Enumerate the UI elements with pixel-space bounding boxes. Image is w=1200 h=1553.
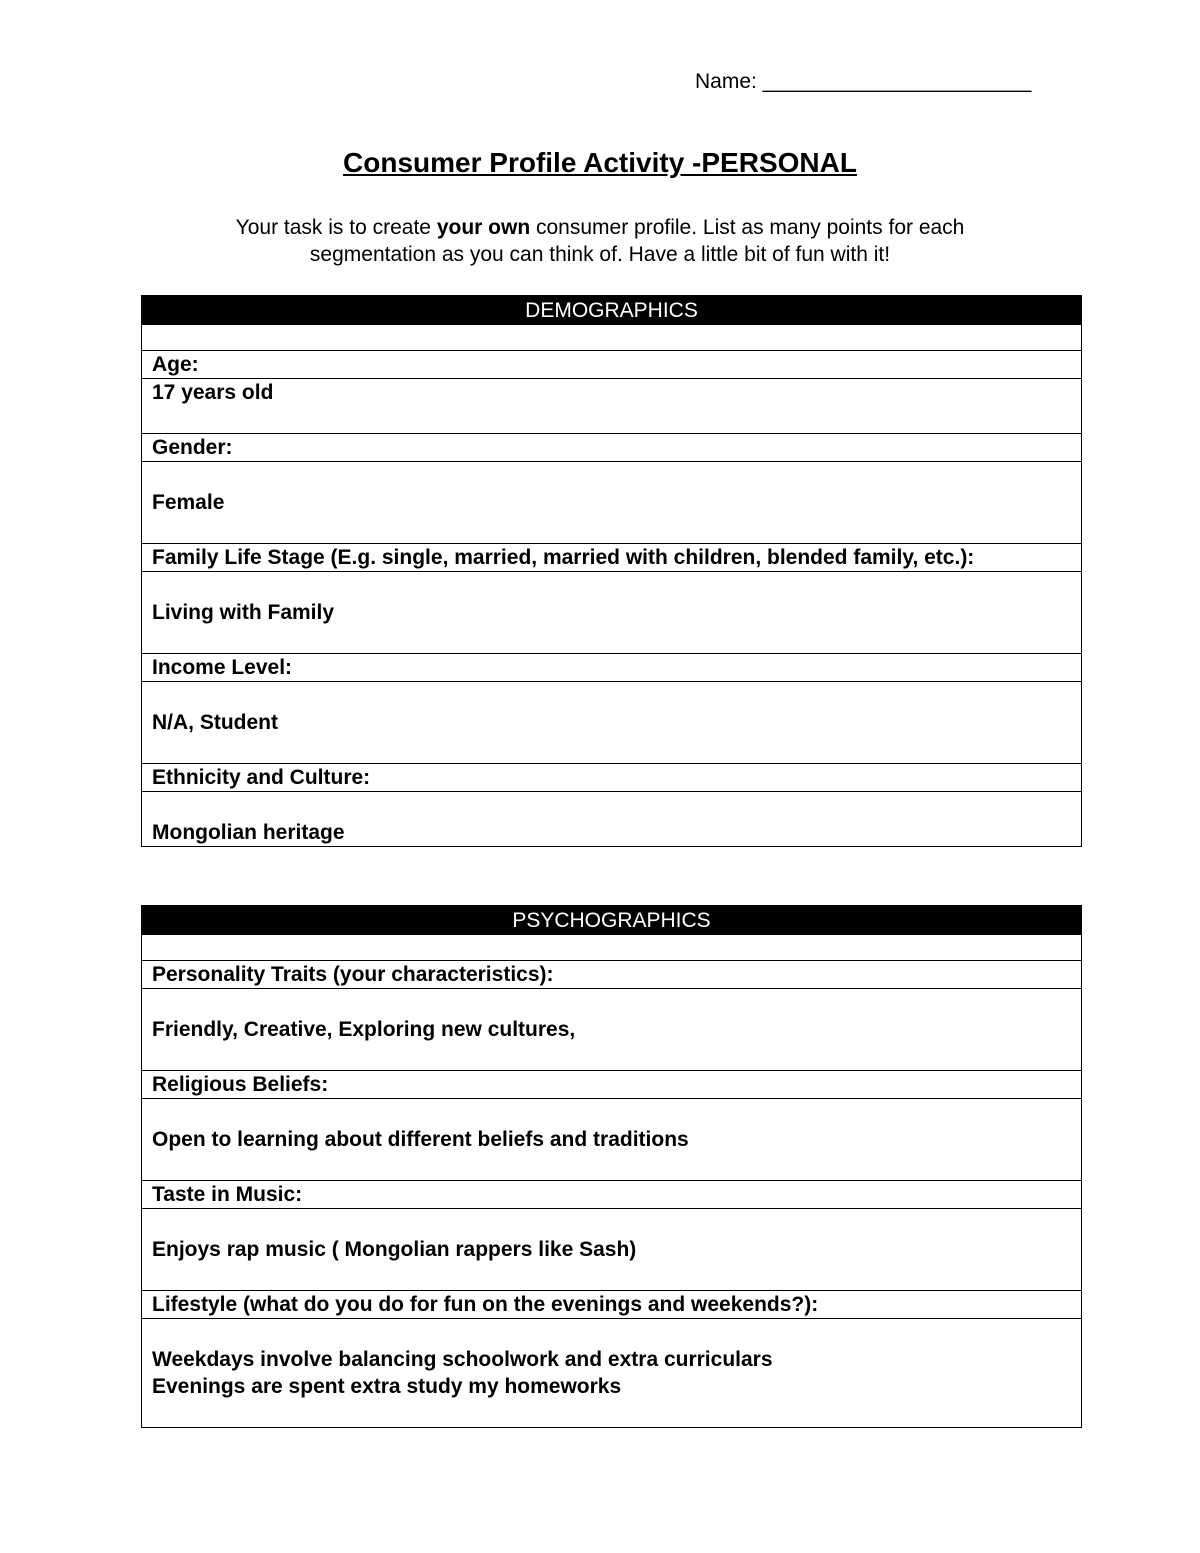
instructions	[150, 214, 1050, 268]
demographics-table	[141, 295, 1082, 847]
page-title: Consumer Profile Activity -PERSONAL	[343, 147, 857, 178]
taste-in-music-label: Taste in Music:	[142, 1181, 1082, 1209]
instructions-emphasis: your own	[436, 216, 531, 239]
income-level-answer[interactable]: N/A, Student	[142, 682, 1082, 764]
instructions-text-start: Your task is to create	[235, 216, 437, 239]
ethnicity-culture-label: Ethnicity and Culture:	[142, 764, 1082, 792]
family-life-stage-label: Family Life Stage (E.g. single, married, married with children, blended family, etc.):	[142, 544, 1082, 572]
ethnicity-culture-answer[interactable]: Mongolian heritage	[142, 792, 1082, 847]
age-label: Age:	[142, 351, 1082, 379]
gender-label: Gender:	[142, 434, 1082, 462]
gender-answer[interactable]: Female	[142, 462, 1082, 544]
personality-traits-answer[interactable]: Friendly, Creative, Exploring new cultures,	[142, 989, 1082, 1071]
demographics-heading: DEMOGRAPHICS	[142, 296, 1082, 325]
psychographics-heading: PSYCHOGRAPHICS	[142, 906, 1082, 935]
instructions-line-2: segmentation as you can think of. Have a little bit of fun with it!	[309, 243, 891, 266]
income-level-label: Income Level:	[142, 654, 1082, 682]
psychographics-table	[141, 905, 1082, 1428]
family-life-stage-answer[interactable]: Living with Family	[142, 572, 1082, 654]
instructions-text-end: consumer profile. List as many points for each	[530, 216, 965, 239]
spacer-row	[142, 325, 1082, 351]
spacer-row	[142, 935, 1082, 961]
religious-beliefs-label: Religious Beliefs:	[142, 1071, 1082, 1099]
name-field-label: Name: _______________________	[695, 70, 1032, 93]
religious-beliefs-answer[interactable]: Open to learning about different beliefs and traditions	[142, 1099, 1082, 1181]
lifestyle-answer[interactable]: Weekdays involve balancing schoolwork and extra curriculars Evenings are spent extra study my homeworks	[142, 1319, 1082, 1428]
age-answer[interactable]: 17 years old	[142, 379, 1082, 434]
taste-in-music-answer[interactable]: Enjoys rap music ( Mongolian rappers like Sash)	[142, 1209, 1082, 1291]
instructions-line-1	[150, 214, 1050, 241]
lifestyle-label: Lifestyle (what do you do for fun on the evenings and weekends?):	[142, 1291, 1082, 1319]
personality-traits-label: Personality Traits (your characteristics):	[142, 961, 1082, 989]
